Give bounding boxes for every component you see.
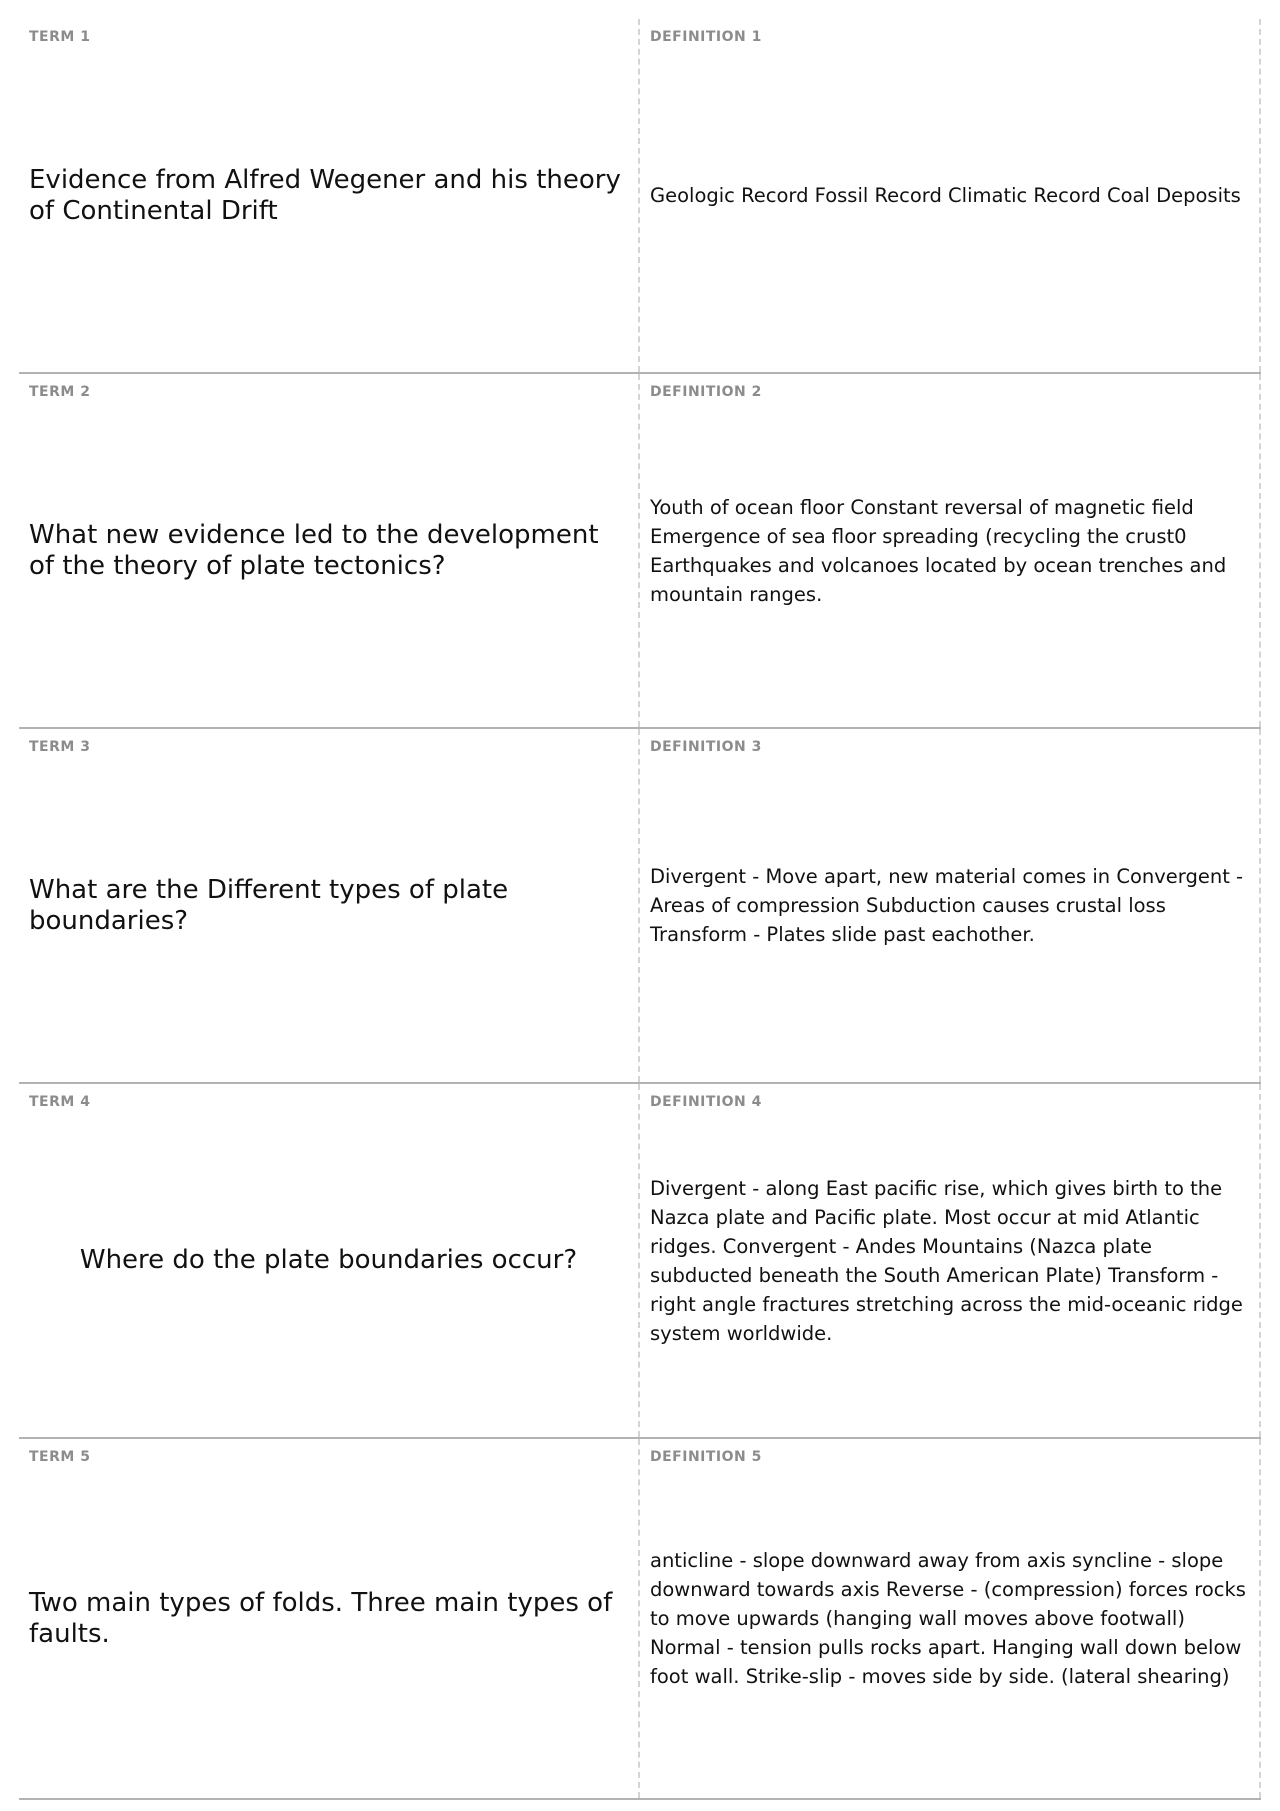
definition-label-3: DEFINITION 3 xyxy=(650,739,762,755)
definition-cell-1 xyxy=(640,19,1261,372)
term-cell-5 xyxy=(19,1439,640,1798)
definition-cell-5 xyxy=(640,1439,1261,1798)
term-text-3: What are the Different types of plate boundaries? xyxy=(29,874,509,936)
definition-label-1: DEFINITION 1 xyxy=(650,29,762,45)
term-text-5: Two main types of folds. Three main types of faults. xyxy=(29,1587,613,1649)
card-row-1 xyxy=(19,19,1261,374)
definition-label-5: DEFINITION 5 xyxy=(650,1449,762,1465)
term-label-5: TERM 5 xyxy=(29,1449,91,1465)
definition-cell-4 xyxy=(640,1084,1261,1437)
card-row-3 xyxy=(19,729,1261,1084)
term-cell-2 xyxy=(19,374,640,727)
term-text-4: Where do the plate boundaries occur? xyxy=(79,1245,578,1275)
term-label-4: TERM 4 xyxy=(29,1094,91,1110)
term-cell-1 xyxy=(19,19,640,372)
flashcard-sheet xyxy=(19,19,1261,1800)
definition-label-2: DEFINITION 2 xyxy=(650,384,762,400)
term-text-2: What new evidence led to the development of the theory of plate tectonics? xyxy=(29,519,599,581)
definition-label-4: DEFINITION 4 xyxy=(650,1094,762,1110)
term-cell-4 xyxy=(19,1084,640,1437)
term-label-3: TERM 3 xyxy=(29,739,91,755)
term-cell-3 xyxy=(19,729,640,1082)
definition-text-1: Geologic Record Fossil Record Climatic Record Coal Deposits xyxy=(650,184,1241,207)
card-row-5 xyxy=(19,1439,1261,1800)
definition-text-3: Divergent - Move apart, new material comes in Convergent - Areas of compression Subduction causes crustal loss Transform - Plates slide past eachother. xyxy=(650,865,1244,946)
definition-cell-2 xyxy=(640,374,1261,727)
definition-text-2: Youth of ocean floor Constant reversal of magnetic field Emergence of sea floor spreading (recycling the crust0 Earthquakes and volcanoes located by ocean trenches and mountain ranges. xyxy=(650,495,1227,606)
definition-text-5: anticline - slope downward away from axis syncline - slope downward towards axis Reverse - (compression) forces rocks to move upwards (hanging wall moves above footwall) Normal - tension pulls rocks apart. Hanging wall down below foot wall. Strike-slip - moves side by side. (lateral shearing) xyxy=(650,1549,1246,1688)
term-label-1: TERM 1 xyxy=(29,29,91,45)
card-row-2 xyxy=(19,374,1261,729)
card-row-4 xyxy=(19,1084,1261,1439)
definition-cell-3 xyxy=(640,729,1261,1082)
definition-text-4: Divergent - along East pacific rise, which gives birth to the Nazca plate and Pacific plate. Most occur at mid Atlantic ridges. Convergent - Andes Mountains (Nazca plate subducted beneath the South American Plate) Transform - right angle fractures stretching across the mid-oceanic ridge system worldwide. xyxy=(650,1176,1243,1345)
term-label-2: TERM 2 xyxy=(29,384,91,400)
term-text-1: Evidence from Alfred Wegener and his theory of Continental Drift xyxy=(29,164,621,226)
